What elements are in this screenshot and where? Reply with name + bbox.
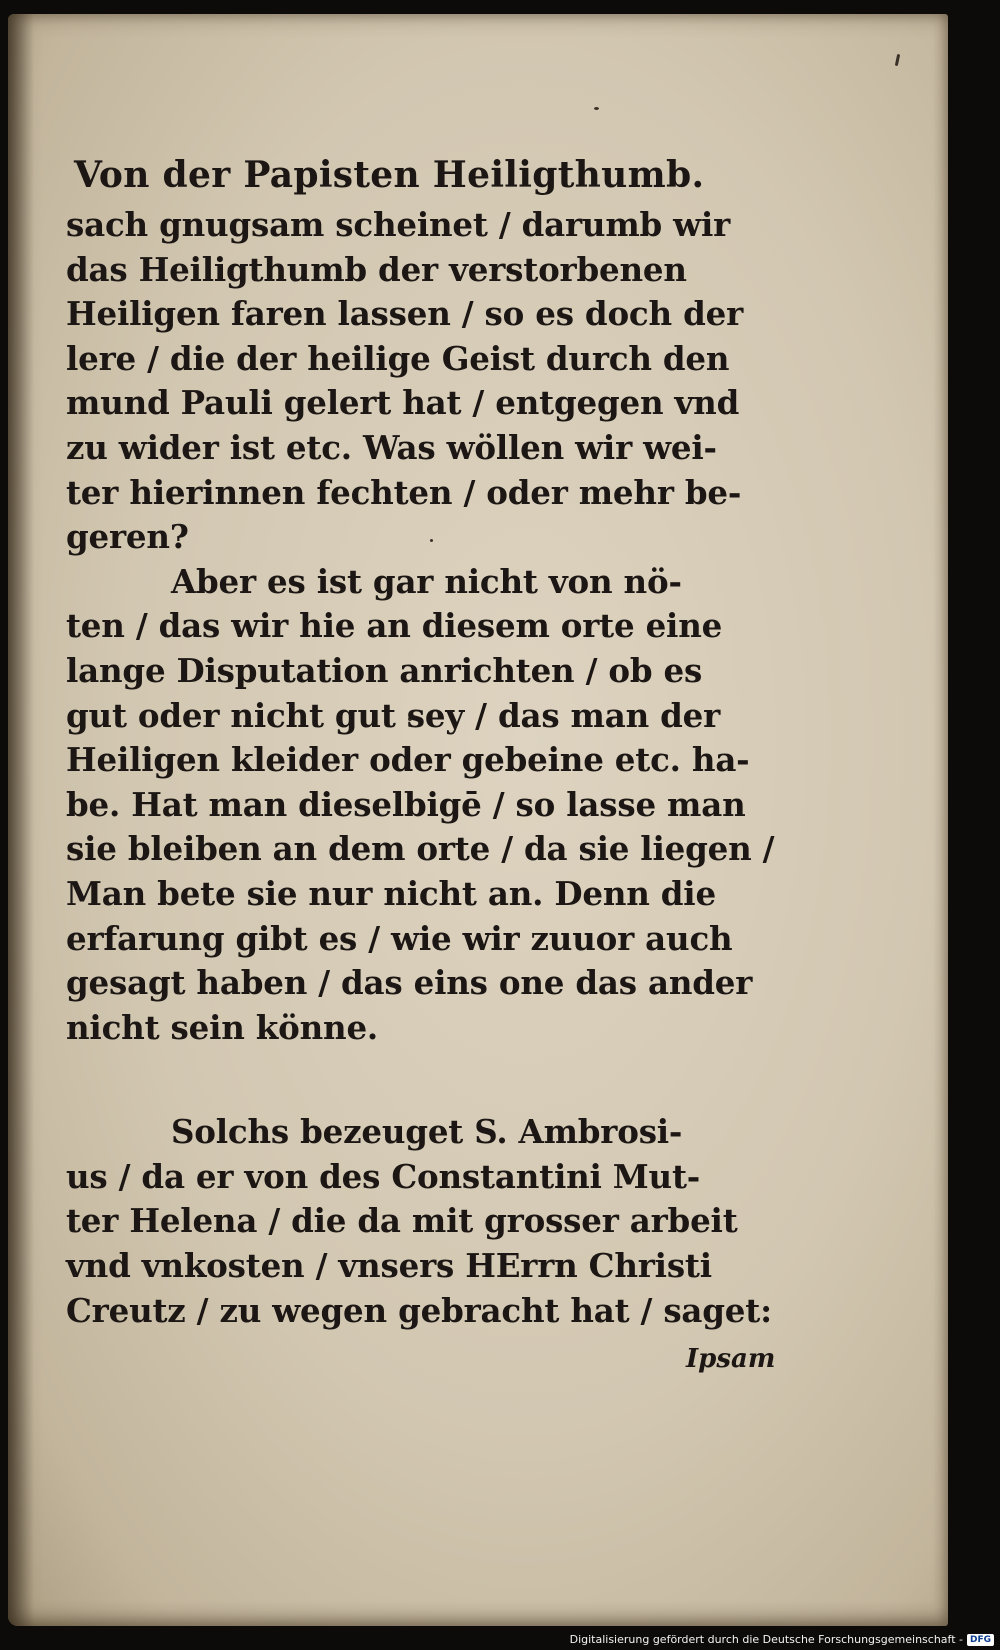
page-mark: [895, 54, 900, 66]
text-line: vnd vnkosten / vnsers HErrn Christi: [66, 1246, 712, 1286]
text-line: Solchs bezeuget S. Ambrosi-: [171, 1112, 683, 1152]
text-line: lange Disputation anrichten / ob es: [66, 650, 703, 690]
catchword: Ipsam: [686, 1344, 776, 1374]
text-line: das Heiligthumb der verstorbenen: [66, 249, 687, 289]
paragraph-2: [66, 560, 775, 1051]
paragraph-1: [66, 203, 766, 560]
text-line: Aber es ist gar nicht von nö-: [171, 561, 682, 601]
text-line: geren?: [66, 517, 189, 557]
book-page: [8, 14, 948, 1626]
ink-speck: [594, 107, 599, 110]
paragraph-gap: [66, 1050, 766, 1110]
text-line: Creutz / zu wegen gebracht hat / saget:: [66, 1290, 772, 1330]
text-line: sach gnugsam scheinet / darumb wir: [66, 205, 731, 244]
text-line: gesagt haben / das eins one das ander: [66, 963, 753, 1003]
text-line: Man bete sie nur nicht an. Denn die: [66, 873, 716, 913]
text-line: ten / das wir hie an diesem orte eine: [66, 606, 723, 646]
running-title: Von der Papisten Heiligthumb.: [74, 154, 705, 196]
text-block: [66, 149, 775, 1333]
text-line: erfarung gibt es / wie wir zuuor auch: [66, 918, 733, 958]
text-line: lere / die der heilige Geist durch den: [66, 338, 730, 378]
text-line: sie bleiben an dem orte / da sie liegen /: [66, 829, 775, 869]
gutter-shadow: [8, 14, 34, 1626]
text-line: ter hierinnen fechten / oder mehr be-: [66, 472, 742, 512]
text-line: nicht sein könne.: [66, 1007, 379, 1047]
credit-text: Digitalisierung gefördert durch die Deutsche Forschungsgemeinschaft -: [569, 1633, 963, 1646]
text-line: be. Hat man dieselbigē / so lasse man: [66, 784, 746, 824]
text-line: us / da er von des Constantini Mut-: [66, 1156, 701, 1196]
paragraph-3: [66, 1110, 772, 1333]
text-line: mund Pauli gelert hat / entgegen vnd: [66, 383, 740, 423]
text-line: Heiligen faren lassen / so es doch der: [66, 294, 743, 334]
text-line: Heiligen kleider oder gebeine etc. ha-: [66, 740, 750, 780]
digitization-credit: [570, 1633, 994, 1646]
text-line: zu wider ist etc. Was wöllen wir wei-: [66, 427, 717, 467]
text-line: gut oder nicht gut sey / das man der: [66, 695, 721, 735]
text-line: ter Helena / die da mit grosser arbeit: [66, 1201, 738, 1241]
dfg-logo: DFG: [967, 1634, 994, 1646]
